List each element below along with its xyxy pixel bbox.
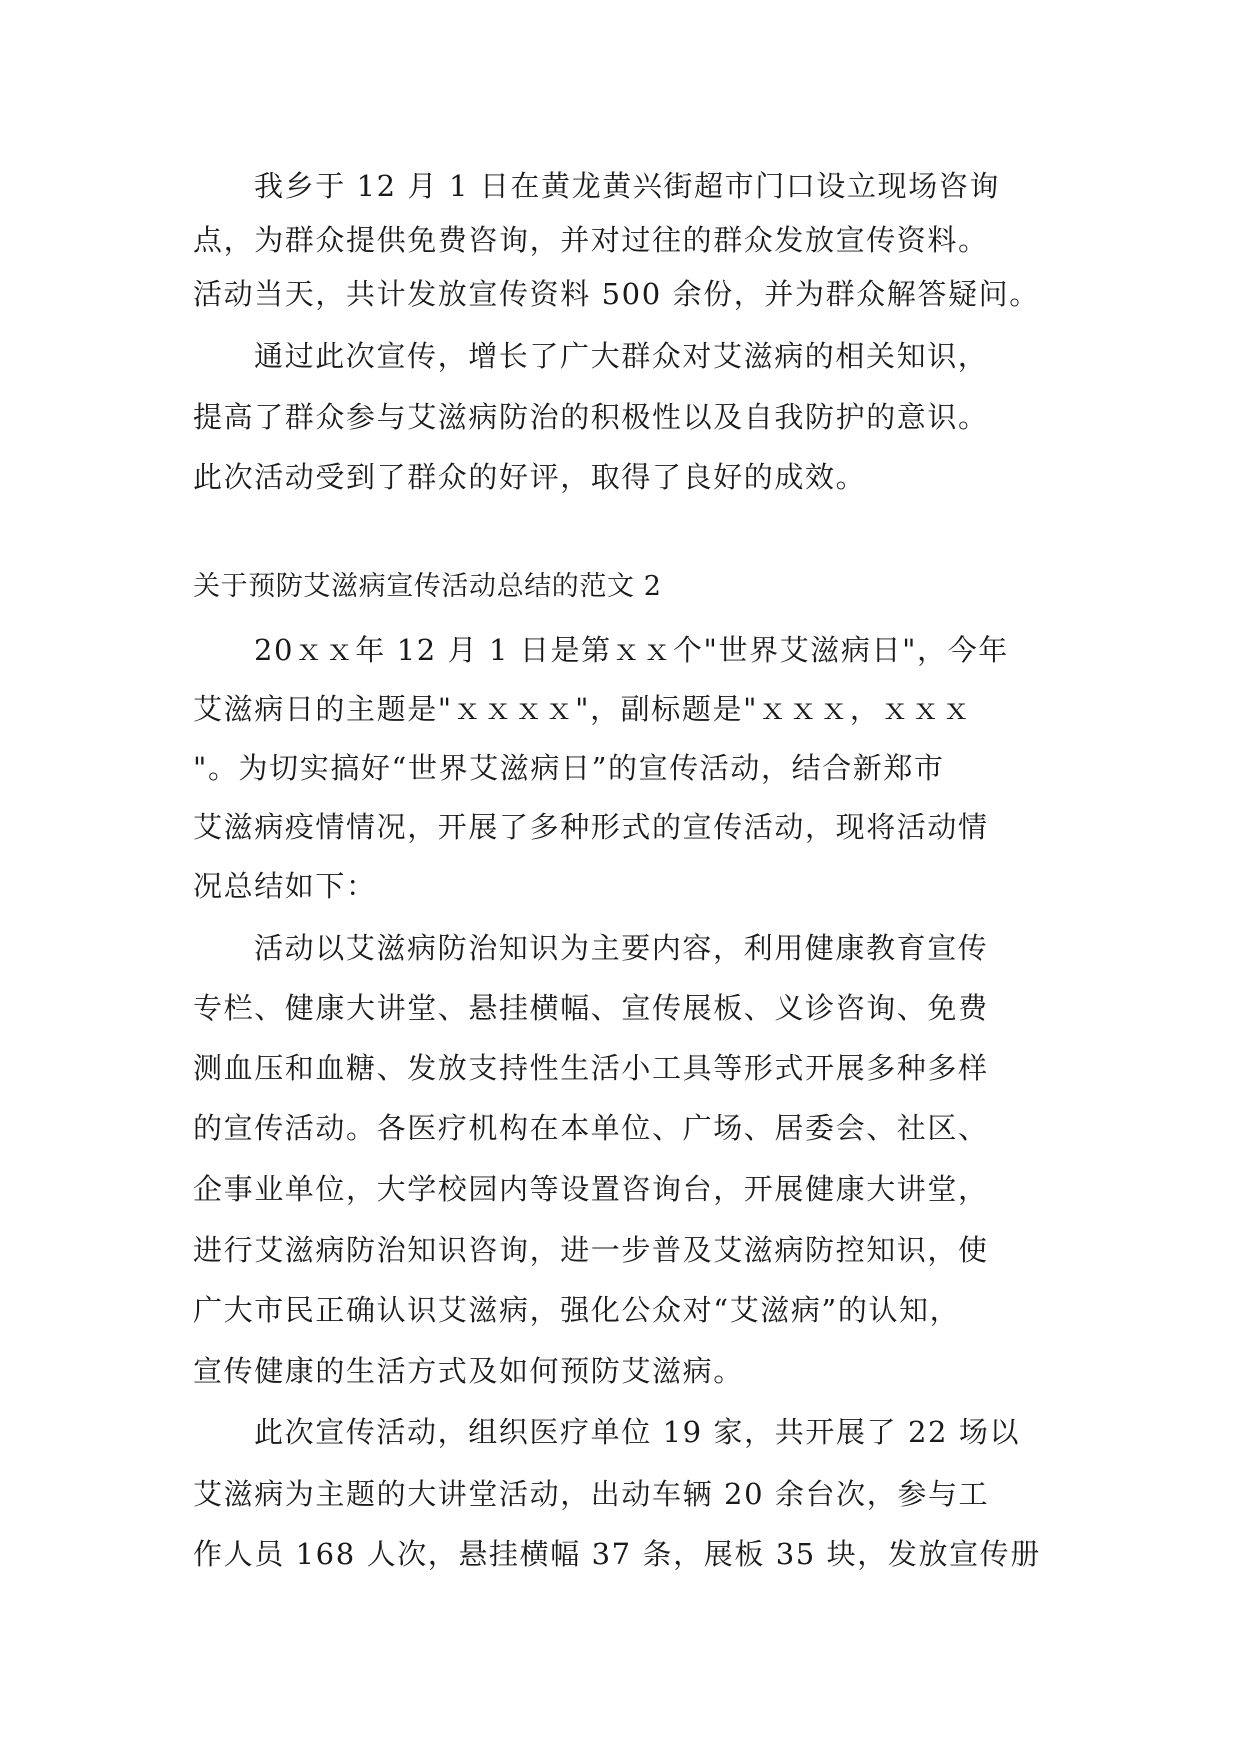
text-line: 的宣传活动。各医疗机构在本单位、广场、居委会、社区、 — [193, 1111, 989, 1145]
text-line: 测血压和血糖、发放支持性生活小工具等形式开展多种多样 — [193, 1051, 989, 1085]
text-line: 作人员 168 人次，悬挂横幅 37 条，展板 35 块，发放宣传册 — [193, 1537, 1041, 1571]
paragraph-line — [0, 1342, 1241, 1400]
paragraph-line — [0, 1160, 1241, 1218]
text-line: 此次活动受到了群众的好评，取得了良好的成效。 — [193, 460, 867, 494]
paragraph-line — [0, 1099, 1241, 1157]
text-line: 企事业单位，大学校园内等设置咨询台，开展健康大讲堂， — [193, 1172, 989, 1206]
paragraph-line — [0, 157, 1241, 215]
paragraph-line — [0, 211, 1241, 269]
text-line: "。为切实搞好“世界艾滋病日”的宣传活动，结合新郑市 — [193, 751, 945, 785]
text-line: 广大市民正确认识艾滋病，强化公众对“艾滋病”的认知， — [193, 1293, 961, 1327]
paragraph-line — [0, 680, 1241, 738]
text-line: 提高了群众参与艾滋病防治的积极性以及自我防护的意识。 — [193, 400, 989, 434]
text-line: 此次宣传活动，组织医疗单位 19 家，共开展了 22 场以 — [254, 1415, 1021, 1449]
paragraph-line — [0, 1525, 1241, 1583]
paragraph-line — [0, 1465, 1241, 1523]
text-line: 艾滋病日的主题是"ｘｘｘｘ"，副标题是"ｘｘｘ，ｘｘｘ — [193, 692, 973, 726]
text-line: 专栏、健康大讲堂、悬挂横幅、宣传展板、义诊咨询、免费 — [193, 991, 989, 1025]
text-line: 进行艾滋病防治知识咨询，进一步普及艾滋病防控知识，使 — [193, 1233, 989, 1267]
text-line: 点，为群众提供免费咨询，并对过往的群众发放宣传资料。 — [193, 223, 989, 257]
text-line: 宣传健康的生活方式及如何预防艾滋病。 — [193, 1354, 744, 1388]
paragraph-line — [0, 739, 1241, 797]
paragraph-line — [0, 388, 1241, 446]
text-line: 况总结如下： — [193, 869, 377, 903]
text-line: 20ｘｘ年 12 月 1 日是第ｘｘ个"世界艾滋病日"，今年 — [254, 633, 1009, 667]
paragraph-line — [0, 798, 1241, 856]
text-line: 通过此次宣传，增长了广大群众对艾滋病的相关知识， — [254, 339, 989, 373]
text-line: 艾滋病为主题的大讲堂活动，出动车辆 20 余台次，参与工 — [193, 1477, 990, 1511]
paragraph-line — [0, 857, 1241, 915]
paragraph-line — [0, 1403, 1241, 1461]
text-line: 我乡于 12 月 1 日在黄龙黄兴街超市门口设立现场咨询 — [254, 169, 1001, 203]
heading-text: 关于预防艾滋病宣传活动总结的范文 2 — [193, 571, 662, 602]
paragraph-line — [0, 621, 1241, 679]
paragraph-line — [0, 1039, 1241, 1097]
text-line: 活动以艾滋病防治知识为主要内容，利用健康教育宣传 — [254, 931, 989, 965]
paragraph-line — [0, 919, 1241, 977]
paragraph-line — [0, 1221, 1241, 1279]
paragraph-line — [0, 327, 1241, 385]
paragraph-line — [0, 448, 1241, 506]
paragraph-line — [0, 1281, 1241, 1339]
text-line: 活动当天，共计发放宣传资料 500 余份，并为群众解答疑问。 — [193, 277, 1040, 311]
paragraph-line — [0, 979, 1241, 1037]
paragraph-line — [0, 265, 1241, 323]
text-line: 艾滋病疫情情况，开展了多种形式的宣传活动，现将活动情 — [193, 810, 989, 844]
section-heading — [0, 558, 1241, 616]
